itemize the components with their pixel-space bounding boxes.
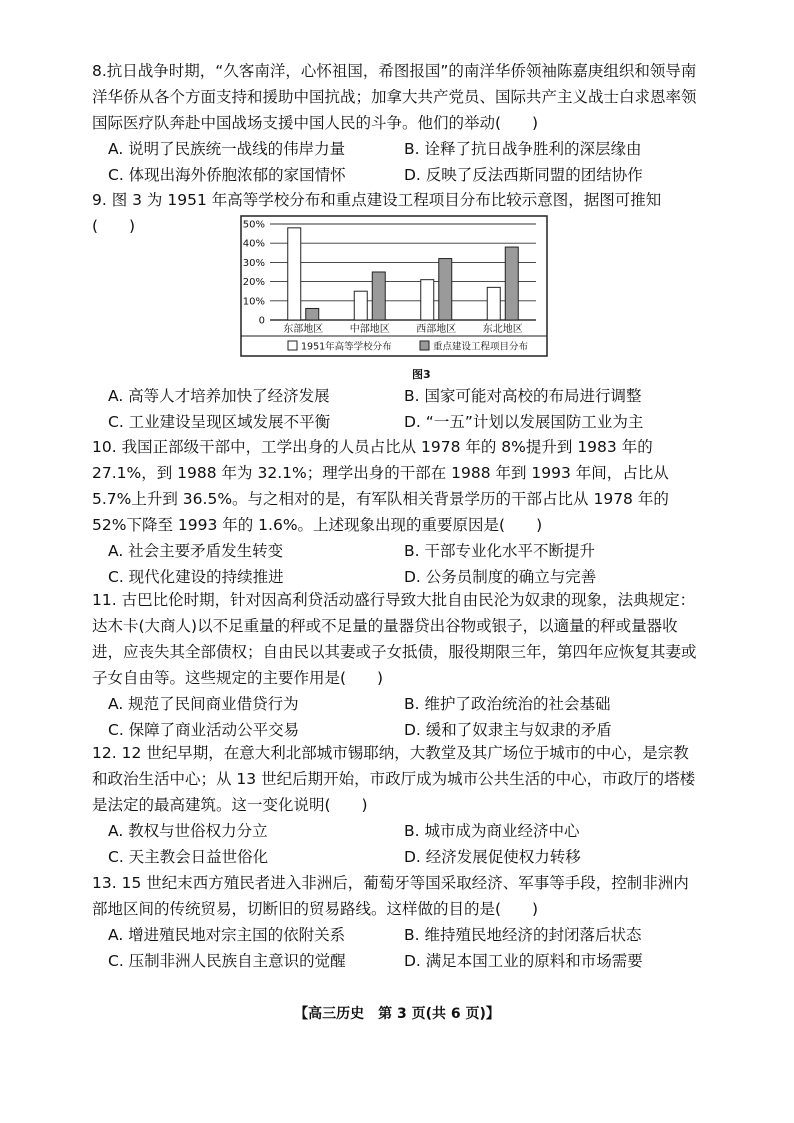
option-c[interactable]: C. 保障了商业活动公平交易 [108,721,300,739]
option-d[interactable]: D. 满足本国工业的原料和市场需要 [404,952,643,970]
question-stem: 8.抗日战争时期，“久客南洋，心怀祖国，希图报国”的南洋华侨领袖陈嘉庚组织和领导南洋华侨从各个方面支持和援助中国抗战；加拿大共产党员、国际共产主义战士白求恩率领国际医疗队奔赴中国战场支援中国人民的斗争。他们的举动( ) [92,62,697,132]
bar-project [505,247,518,320]
options [108,538,702,590]
option-d[interactable]: D. “一五”计划以发展国防工业为主 [404,413,644,431]
option-b[interactable]: B. 维护了政治统治的社会基础 [404,695,611,713]
option-d[interactable]: D. 公务员制度的确立与完善 [404,568,597,586]
question-8 [92,58,702,188]
question-13 [92,870,702,974]
question-stem: 13. 15 世纪末西方殖民者进入非洲后，葡萄牙等国采取经济、军事等手段，控制非洲内部地区间的传统贸易，切断旧的贸易路线。这样做的目的是( ) [92,874,689,918]
option-a[interactable]: A. 规范了民间商业借贷行为 [108,695,299,713]
option-a[interactable]: A. 增进殖民地对宗主国的依附关系 [108,926,346,944]
legend-swatch [288,341,297,350]
bar-project [372,272,385,320]
option-a[interactable]: A. 高等人才培养加快了经济发展 [108,387,330,405]
option-c[interactable]: C. 天主教会日益世俗化 [108,848,269,866]
option-a[interactable]: A. 教权与世俗权力分立 [108,822,268,840]
y-tick-label: 20% [242,277,265,289]
bar-project [306,308,319,320]
options [108,136,702,188]
legend-label: 1951年高等学校分布 [301,341,392,353]
option-b[interactable]: B. 维持殖民地经济的封闭落后状态 [404,926,642,944]
bar-university [354,291,367,320]
option-b[interactable]: B. 城市成为商业经济中心 [404,822,580,840]
options [108,691,702,743]
option-c[interactable]: C. 压制非洲人民族自主意识的觉醒 [108,952,346,970]
bar-university [288,228,301,320]
question-stem: 11. 古巴比伦时期，针对因高利贷活动盛行导致大批自由民沦为奴隶的现象，法典规定：达木卡(大商人)以不足重量的秤或不足量的量器贷出谷物或银子，以適量的秤或量器收进，应丧失其全部债权；自由民以其妻或子女抵债，服役期限三年，第四年应恢复其妻或子女自由等。这些规定的主要作用是( ) [92,591,697,687]
y-tick-label: 0 [258,315,265,327]
option-c[interactable]: C. 工业建设呈现区域发展不平衡 [108,413,331,431]
bar-university [421,280,434,320]
question-11 [92,587,702,743]
option-d[interactable]: D. 经济发展促使权力转移 [404,848,581,866]
bar-project [439,259,452,320]
legend-label: 重点建设工程项目分布 [433,341,529,353]
options [108,818,702,870]
question-stem: 9. 图 3 为 1951 年高等学校分布和重点建设工程项目分布比较示意图，据图可推知( ) [92,191,662,235]
option-b[interactable]: B. 干部专业化水平不断提升 [404,542,595,560]
legend-swatch [420,341,429,350]
question-stem: 10. 我国正部级干部中，工学出身的人员占比从 1978 年的 8%提升到 1983 年的 27.1%，到 1988 年为 32.1%；理学出身的干部在 1988 年到 1993 年间，占比从 5.7%上升到 36.5%。与之相对的是，有军队相关背景学历的干部占比从 1978 年的 52%下降至 1993 年的 1.6%。上述现象出现的重要原因是( ) [92,438,669,534]
x-tick-label: 中部地区 [349,324,390,335]
y-tick-label: 30% [242,257,265,269]
x-tick-label: 东部地区 [283,324,324,335]
page-footer: 【高三历史 第 3 页(共 6 页)】 [294,1006,500,1022]
bar-university [487,287,500,320]
option-d[interactable]: D. 缓和了奴隶主与奴隶的矛盾 [404,721,612,739]
options [108,383,702,435]
x-tick-label: 西部地区 [416,324,457,335]
y-tick-label: 10% [242,296,265,308]
option-a[interactable]: A. 说明了民族统一战线的伟岸力量 [108,140,346,158]
option-c[interactable]: C. 现代化建设的持续推进 [108,568,284,586]
option-b[interactable]: B. 国家可能对高校的布局进行调整 [404,387,642,405]
x-tick-label: 东北地区 [482,324,523,335]
y-tick-label: 40% [242,238,265,250]
chart-frame [241,216,547,356]
question-10 [92,434,702,590]
question-stem: 12. 12 世纪早期，在意大利北部城市锡耶纳，大教堂及其广场位于城市的中心，是宗教和政治生活中心；从 13 世纪后期开始，市政厅成为城市公共生活的中心，市政厅的塔楼是法定的最高建筑。这一变化说明( ) [92,744,696,814]
question-9-options [92,383,702,435]
option-b[interactable]: B. 诠释了抗日战争胜利的深层缘由 [404,140,642,158]
option-d[interactable]: D. 反映了反法西斯同盟的团结协作 [404,166,643,184]
options [108,922,702,974]
figure-label: 图3 [412,368,431,381]
option-a[interactable]: A. 社会主要矛盾发生转变 [108,542,284,560]
question-12 [92,740,702,870]
y-tick-label: 50% [242,219,265,231]
option-c[interactable]: C. 体现出海外侨胞浓郁的家国情怀 [108,166,346,184]
bar-chart [240,215,548,357]
